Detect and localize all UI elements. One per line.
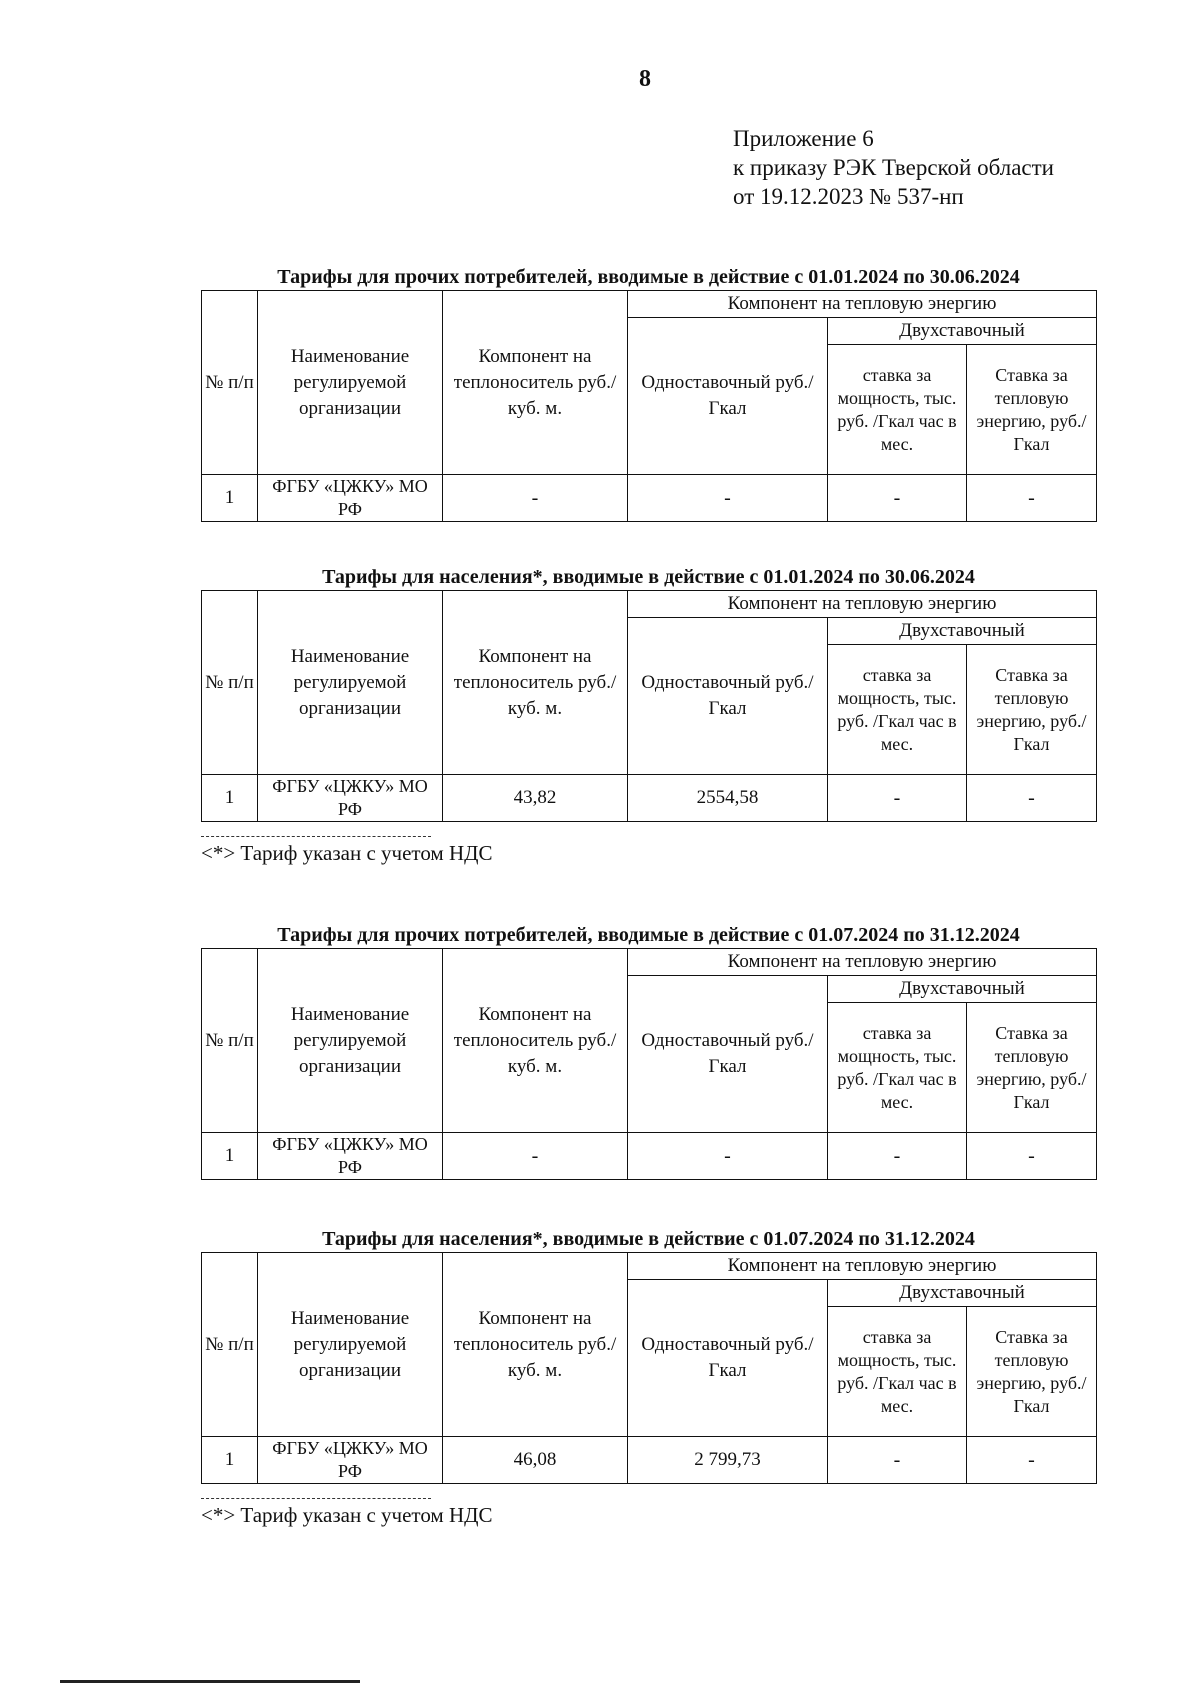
cell-power: -	[828, 1437, 967, 1484]
table-row	[202, 1133, 1097, 1180]
header-energy: Ставка за тепловую энергию, руб./Гкал	[967, 345, 1097, 475]
cell-carrier: -	[443, 1133, 628, 1180]
scan-edge-line	[60, 1680, 360, 1683]
cell-energy: -	[967, 1133, 1097, 1180]
tariff-section-2	[201, 566, 1096, 866]
cell-carrier: 43,82	[443, 775, 628, 822]
header-num: № п/п	[202, 291, 258, 475]
header-single: Одноставочный руб./Гкал	[628, 318, 828, 475]
header-carrier: Компонент на теплоноситель руб./куб. м.	[443, 591, 628, 775]
header-carrier: Компонент на теплоноситель руб./куб. м.	[443, 1253, 628, 1437]
header-power: ставка за мощность, тыс. руб. /Гкал час в мес.	[828, 345, 967, 475]
header-heat: Компонент на тепловую энергию	[628, 949, 1097, 976]
cell-num: 1	[202, 475, 258, 522]
tariff-section-1	[201, 266, 1096, 522]
header-heat: Компонент на тепловую энергию	[628, 291, 1097, 318]
tariff-section-4	[201, 1228, 1096, 1528]
cell-power: -	[828, 775, 967, 822]
header-energy: Ставка за тепловую энергию, руб./Гкал	[967, 645, 1097, 775]
cell-power: -	[828, 1133, 967, 1180]
cell-single: -	[628, 475, 828, 522]
header-two: Двухставочный	[828, 318, 1097, 345]
cell-energy: -	[967, 1437, 1097, 1484]
cell-num: 1	[202, 775, 258, 822]
footnote: <*> Тариф указан с учетом НДС	[201, 1503, 493, 1527]
table-row	[202, 775, 1097, 822]
header-org: Наименование регулируемой организации	[258, 591, 443, 775]
appendix-block	[733, 124, 1054, 211]
header-heat: Компонент на тепловую энергию	[628, 1253, 1097, 1280]
tariff-table	[201, 948, 1097, 1180]
tariff-table	[201, 590, 1097, 822]
header-power: ставка за мощность, тыс. руб. /Гкал час в мес.	[828, 645, 967, 775]
header-two: Двухставочный	[828, 976, 1097, 1003]
cell-energy: -	[967, 475, 1097, 522]
header-carrier: Компонент на теплоноситель руб./куб. м.	[443, 291, 628, 475]
tariff-table	[201, 1252, 1097, 1484]
cell-single: 2554,58	[628, 775, 828, 822]
appendix-line-2: к приказу РЭК Тверской области	[733, 155, 1054, 180]
table-title: Тарифы для прочих потребителей, вводимые в действие с 01.01.2024 по 30.06.2024	[277, 266, 1020, 288]
header-num: № п/п	[202, 1253, 258, 1437]
cell-single: 2 799,73	[628, 1437, 828, 1484]
table-row	[202, 1437, 1097, 1484]
footnote: <*> Тариф указан с учетом НДС	[201, 841, 493, 865]
header-two: Двухставочный	[828, 618, 1097, 645]
header-energy: Ставка за тепловую энергию, руб./Гкал	[967, 1003, 1097, 1133]
tariff-section-3	[201, 924, 1096, 1180]
header-org: Наименование регулируемой организации	[258, 949, 443, 1133]
header-energy: Ставка за тепловую энергию, руб./Гкал	[967, 1307, 1097, 1437]
cell-org: ФГБУ «ЦЖКУ» МО РФ	[258, 1133, 443, 1180]
cell-carrier: 46,08	[443, 1437, 628, 1484]
header-org: Наименование регулируемой организации	[258, 1253, 443, 1437]
table-title: Тарифы для населения*, вводимые в действие с 01.07.2024 по 31.12.2024	[322, 1228, 975, 1250]
page-number: 8	[639, 66, 651, 92]
cell-org: ФГБУ «ЦЖКУ» МО РФ	[258, 475, 443, 522]
header-single: Одноставочный руб./Гкал	[628, 1280, 828, 1437]
header-single: Одноставочный руб./Гкал	[628, 976, 828, 1133]
cell-num: 1	[202, 1437, 258, 1484]
cell-org: ФГБУ «ЦЖКУ» МО РФ	[258, 1437, 443, 1484]
table-title: Тарифы для прочих потребителей, вводимые в действие с 01.07.2024 по 31.12.2024	[277, 924, 1020, 946]
table-row	[202, 475, 1097, 522]
header-power: ставка за мощность, тыс. руб. /Гкал час в мес.	[828, 1307, 967, 1437]
tariff-table	[201, 290, 1097, 522]
footnote-divider	[201, 1498, 431, 1499]
appendix-line-3: от 19.12.2023 № 537-нп	[733, 184, 964, 209]
appendix-line-1: Приложение 6	[733, 126, 874, 151]
header-org: Наименование регулируемой организации	[258, 291, 443, 475]
table-title: Тарифы для населения*, вводимые в действие с 01.01.2024 по 30.06.2024	[322, 566, 975, 588]
header-two: Двухставочный	[828, 1280, 1097, 1307]
header-num: № п/п	[202, 949, 258, 1133]
header-carrier: Компонент на теплоноситель руб./куб. м.	[443, 949, 628, 1133]
cell-power: -	[828, 475, 967, 522]
header-single: Одноставочный руб./Гкал	[628, 618, 828, 775]
cell-org: ФГБУ «ЦЖКУ» МО РФ	[258, 775, 443, 822]
cell-energy: -	[967, 775, 1097, 822]
cell-single: -	[628, 1133, 828, 1180]
header-heat: Компонент на тепловую энергию	[628, 591, 1097, 618]
header-power: ставка за мощность, тыс. руб. /Гкал час в мес.	[828, 1003, 967, 1133]
footnote-divider	[201, 836, 431, 837]
cell-num: 1	[202, 1133, 258, 1180]
cell-carrier: -	[443, 475, 628, 522]
header-num: № п/п	[202, 591, 258, 775]
